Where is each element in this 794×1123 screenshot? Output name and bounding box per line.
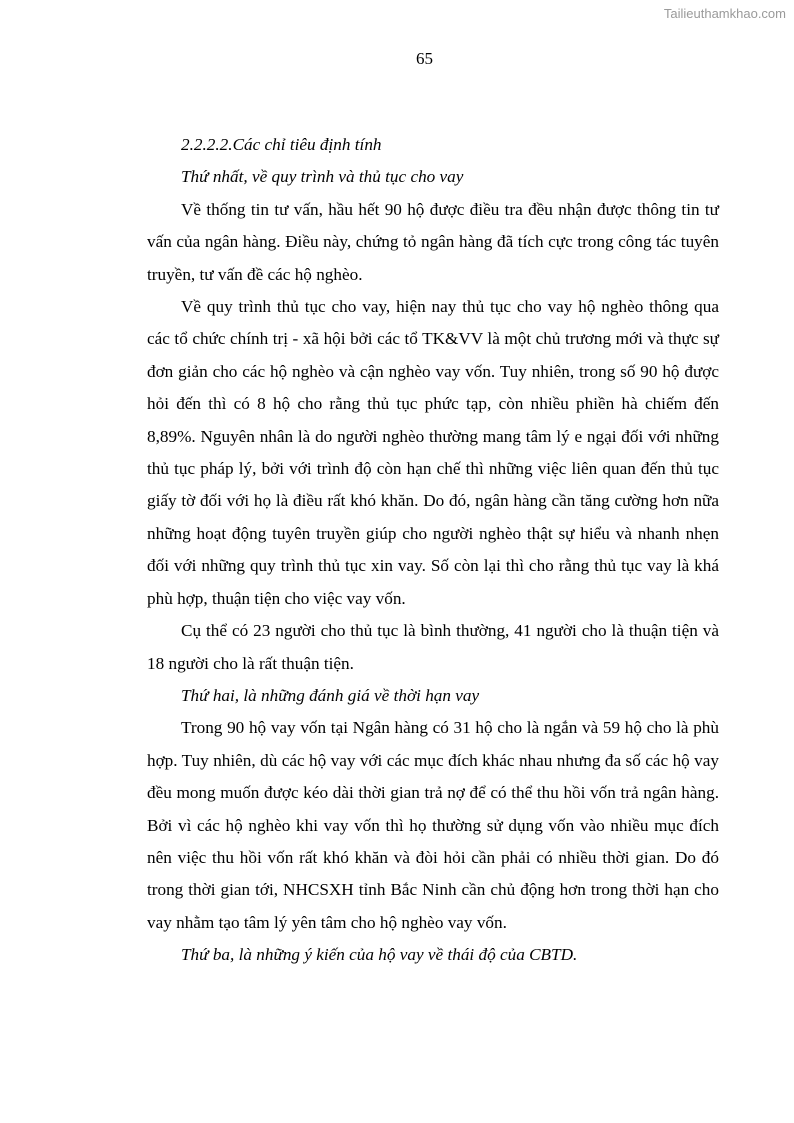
paragraph-loan-term: Trong 90 hộ vay vốn tại Ngân hàng có 31 hộ cho là ngắn và 59 hộ cho là phù hợp. Tuy nhiên, dù các hộ vay với các mục đích khác nhau nhưng đa số các hộ vay đều mong muốn được kéo dài thời gian trả nợ để có thể thu hồi vốn trả ngân hàng. Bởi vì các hộ nghèo khi vay vốn thì họ thường sử dụng vốn vào nhiều mục đích nên việc thu hồi vốn rất khó khăn và đòi hỏi cần phải có nhiều thời gian. Do đó trong thời gian tới, NHCSXH tỉnh Bắc Ninh cần chủ động hơn trong thời hạn cho vay nhằm tạo tâm lý yên tâm cho hộ nghèo vay vốn. bbox=[147, 718, 719, 932]
document-body bbox=[147, 129, 719, 972]
subheading-staff-attitude: Thứ ba, là những ý kiến của hộ vay về thái độ của CBTD. bbox=[181, 945, 578, 965]
page-number: 65 bbox=[416, 49, 433, 68]
subheading-loan-term: Thứ hai, là những đánh giá về thời hạn vay bbox=[181, 685, 480, 705]
subheading-procedures: Thứ nhất, về quy trình và thủ tục cho vay bbox=[181, 167, 464, 187]
paragraph-loan-procedures: Về quy trình thủ tục cho vay, hiện nay thủ tục cho vay hộ nghèo thông qua các tổ chức chính trị - xã hội bởi các tổ TK&VV là một chủ trương mới và thực sự đơn giản cho các hộ nghèo và cận nghèo vay vốn. Tuy nhiên, trong số 90 hộ được hỏi đến thì có 8 hộ cho rằng thủ tục phức tạp, còn nhiều phiền hà chiếm đến 8,89%. Nguyên nhân là do người nghèo thường mang tâm lý e ngại đối với những thủ tục pháp lý, bởi với trình độ còn hạn chế thì những việc liên quan đến thủ tục giấy tờ đối với họ là điều rất khó khăn. Do đó, ngân hàng cần tăng cường hơn nữa những hoạt động tuyên truyền giúp cho người nghèo thật sự hiểu và nhanh nhẹn đối với những quy trình thủ tục xin vay. Số còn lại thì cho rằng thủ tục vay là khá phù hợp, thuận tiện cho việc vay vốn. bbox=[147, 297, 719, 608]
paragraph-procedure-opinions: Cụ thể có 23 người cho thủ tục là bình thường, 41 người cho là thuận tiện và 18 người cho là rất thuận tiện. bbox=[147, 621, 719, 673]
watermark: Tailieuthamkhao.com bbox=[663, 6, 786, 21]
section-heading: 2.2.2.2.Các chỉ tiêu định tính bbox=[181, 135, 382, 154]
paragraph-consulting-info: Về thống tin tư vấn, hầu hết 90 hộ được điều tra đều nhận được thông tin tư vấn của ngân hàng. Điều này, chứng tỏ ngân hàng đã tích cực trong công tác tuyên truyền, tư vấn đề các hộ nghèo. bbox=[147, 199, 719, 284]
